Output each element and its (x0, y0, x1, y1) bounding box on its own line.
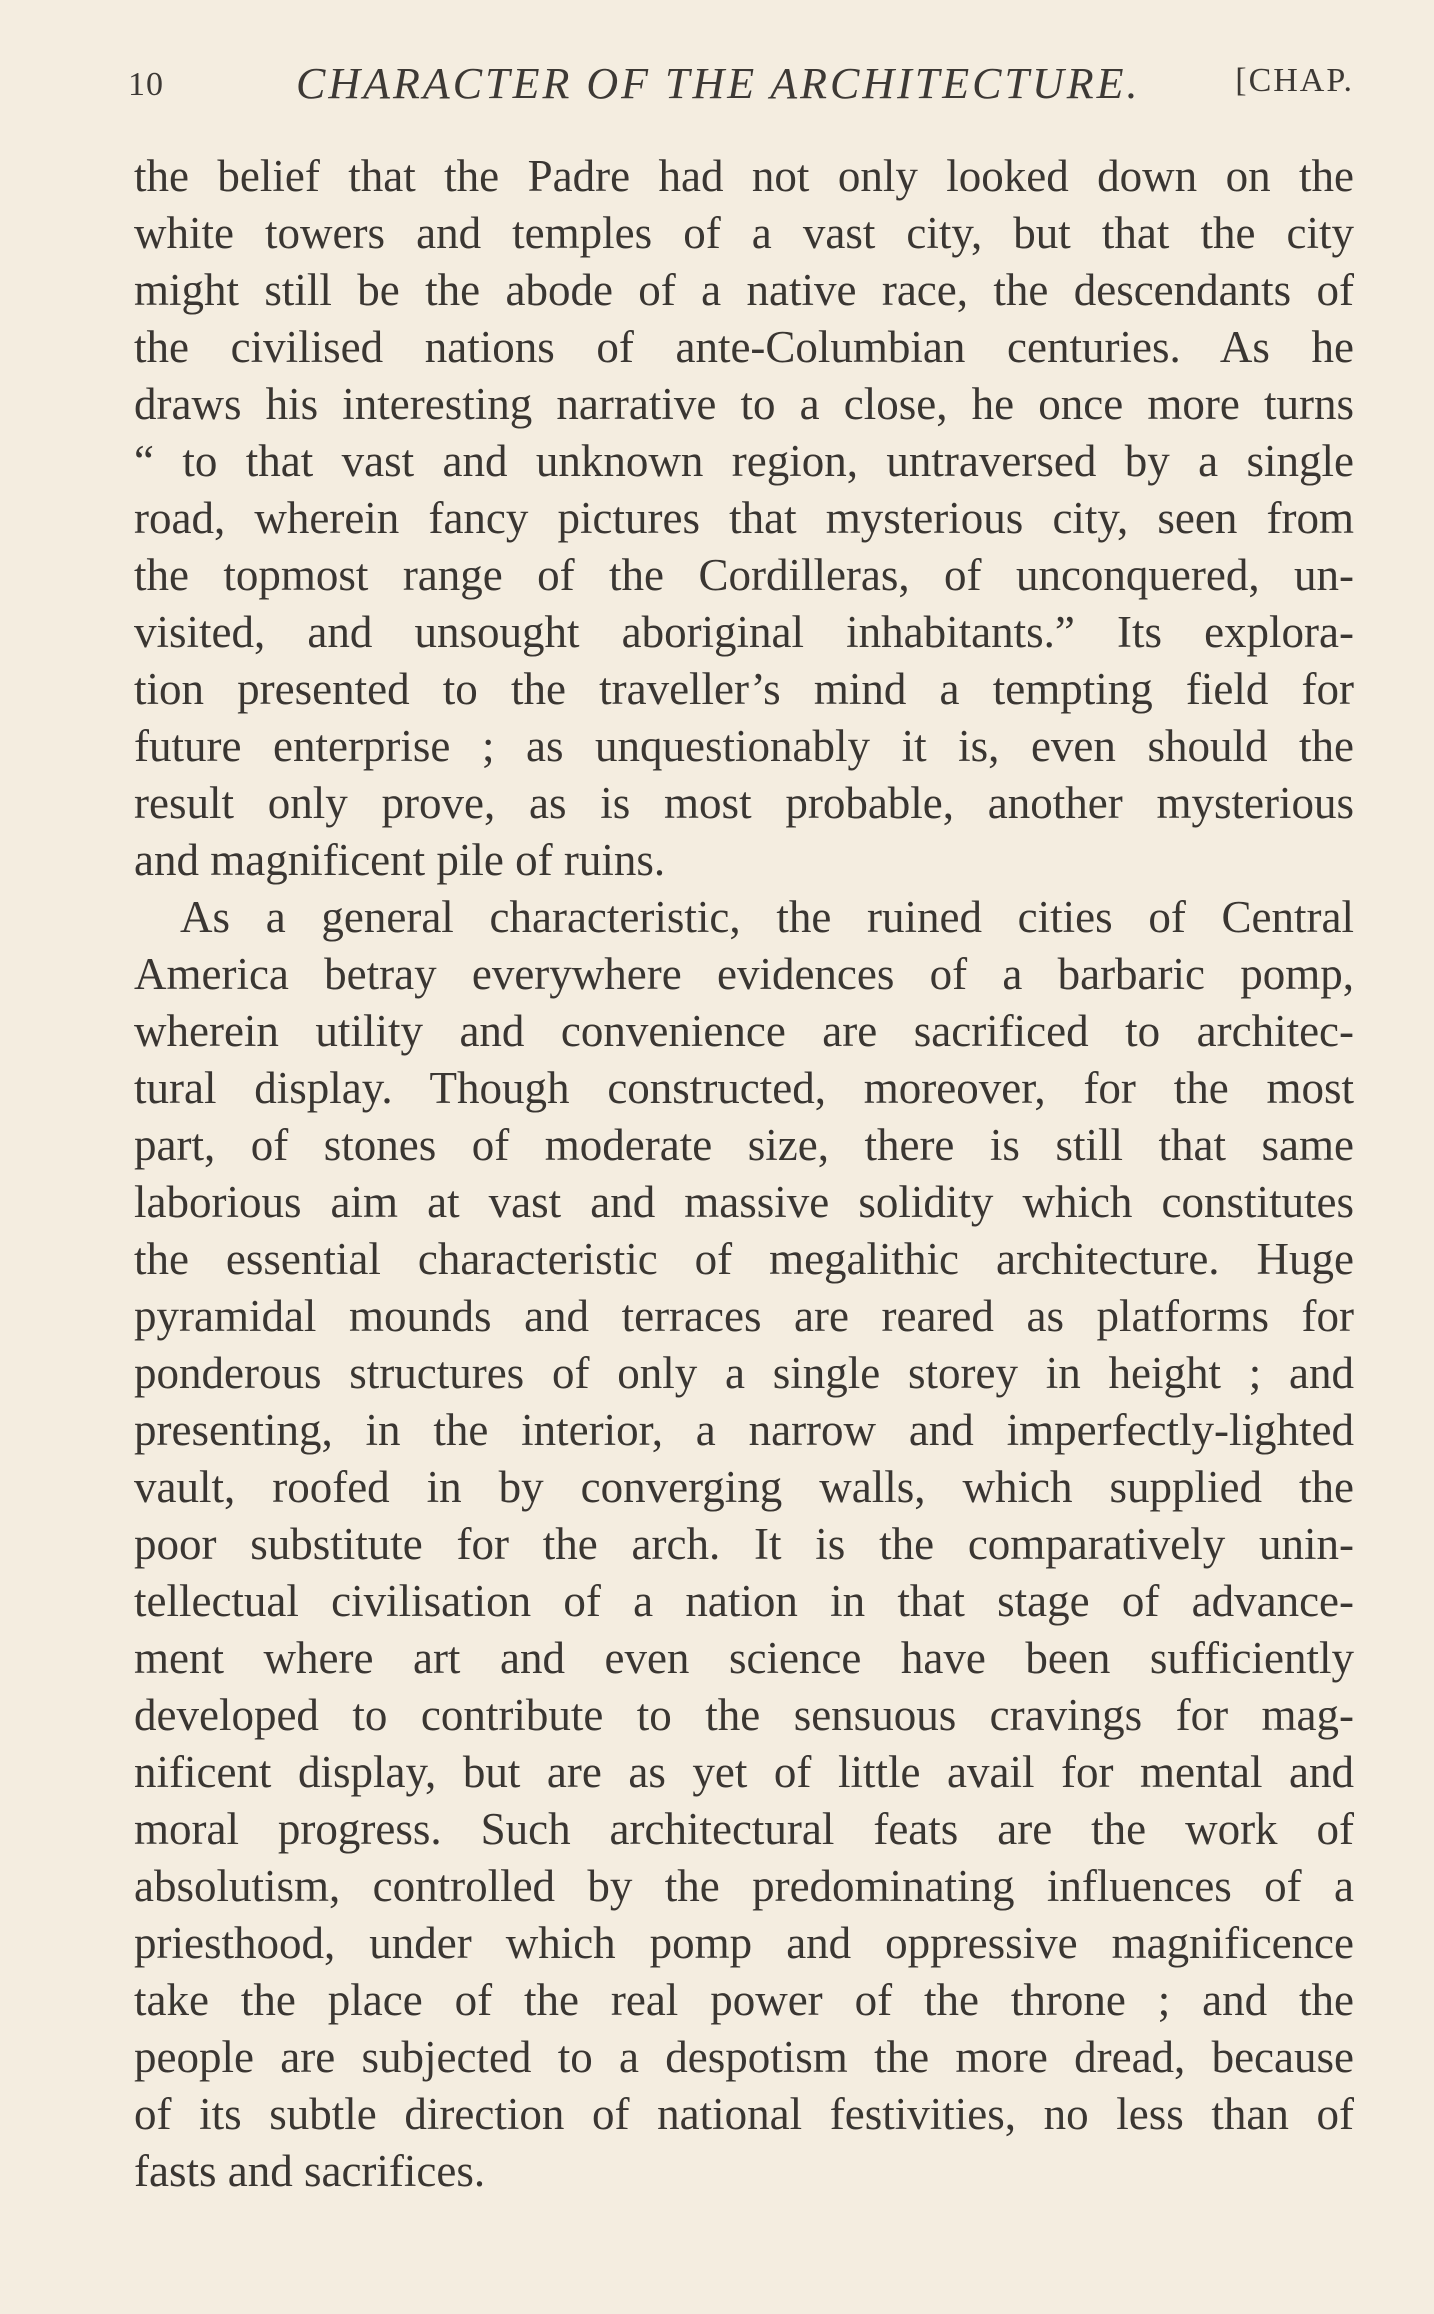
text-line: might still be the abode of a native race, the descendants of (134, 265, 1354, 315)
text-line: America betray everywhere evidences of a barbaric pomp, (134, 949, 1354, 999)
text-line: the civilised nations of ante-Columbian centuries. As he (134, 322, 1354, 372)
text-line: result only prove, as is most probable, another mysterious (134, 778, 1354, 828)
text-line: ment where art and even science have been sufficiently (134, 1633, 1354, 1683)
text-line: absolutism, controlled by the predominating influences of a (134, 1861, 1354, 1911)
text-line: tellectual civilisation of a nation in that stage of advance- (134, 1576, 1354, 1626)
text-line: road, wherein fancy pictures that mysterious city, seen from (134, 493, 1354, 543)
text-line: nificent display, but are as yet of little avail for mental and (134, 1747, 1354, 1797)
text-line: presenting, in the interior, a narrow and imperfectly-lighted (134, 1405, 1354, 1455)
body-text (134, 148, 1354, 2200)
text-line: draws his interesting narrative to a close, he once more turns (134, 379, 1354, 429)
running-title: CHARACTER OF THE ARCHITECTURE. (296, 59, 1141, 108)
page-number: 10 (128, 66, 164, 103)
text-line: white towers and temples of a vast city, but that the city (134, 208, 1354, 258)
text-line: the topmost range of the Cordilleras, of unconquered, un- (134, 550, 1354, 600)
text-line: moral progress. Such architectural feats are the work of (134, 1804, 1354, 1854)
text-line: wherein utility and convenience are sacrificed to architec- (134, 1006, 1354, 1056)
text-line: future enterprise ; as unquestionably it is, even should the (134, 721, 1354, 771)
text-line: the essential characteristic of megalithic architecture. Huge (134, 1234, 1354, 1284)
text-line: As a general characteristic, the ruined cities of Central (180, 892, 1354, 942)
text-line: take the place of the real power of the throne ; and the (134, 1975, 1354, 2025)
text-line: poor substitute for the arch. It is the comparatively unin- (134, 1519, 1354, 1569)
text-line: fasts and sacrifices. (134, 2146, 486, 2196)
text-line: pyramidal mounds and terraces are reared as platforms for (134, 1291, 1354, 1341)
chapter-marker: [CHAP. (1235, 62, 1354, 99)
paragraph-2 (134, 889, 1354, 2200)
running-head (128, 58, 1354, 118)
text-line: priesthood, under which pomp and oppressive magnificence (134, 1918, 1354, 1968)
text-line: ponderous structures of only a single storey in height ; and (134, 1348, 1354, 1398)
text-line: and magnificent pile of ruins. (134, 835, 666, 885)
text-line: of its subtle direction of national festivities, no less than of (134, 2089, 1354, 2139)
paragraph-1 (134, 148, 1354, 889)
text-line: visited, and unsought aboriginal inhabitants.” Its explora- (134, 607, 1354, 657)
text-line: part, of stones of moderate size, there is still that same (134, 1120, 1354, 1170)
text-line: laborious aim at vast and massive solidity which constitutes (134, 1177, 1354, 1227)
text-line: the belief that the Padre had not only looked down on the (134, 151, 1354, 201)
text-line: developed to contribute to the sensuous cravings for mag- (134, 1690, 1354, 1740)
text-line: tion presented to the traveller’s mind a tempting field for (134, 664, 1354, 714)
text-line: people are subjected to a despotism the more dread, because (134, 2032, 1354, 2082)
text-line: vault, roofed in by converging walls, which supplied the (134, 1462, 1354, 1512)
text-line: tural display. Though constructed, moreover, for the most (134, 1063, 1354, 1113)
text-line: “ to that vast and unknown region, untraversed by a single (134, 436, 1354, 486)
